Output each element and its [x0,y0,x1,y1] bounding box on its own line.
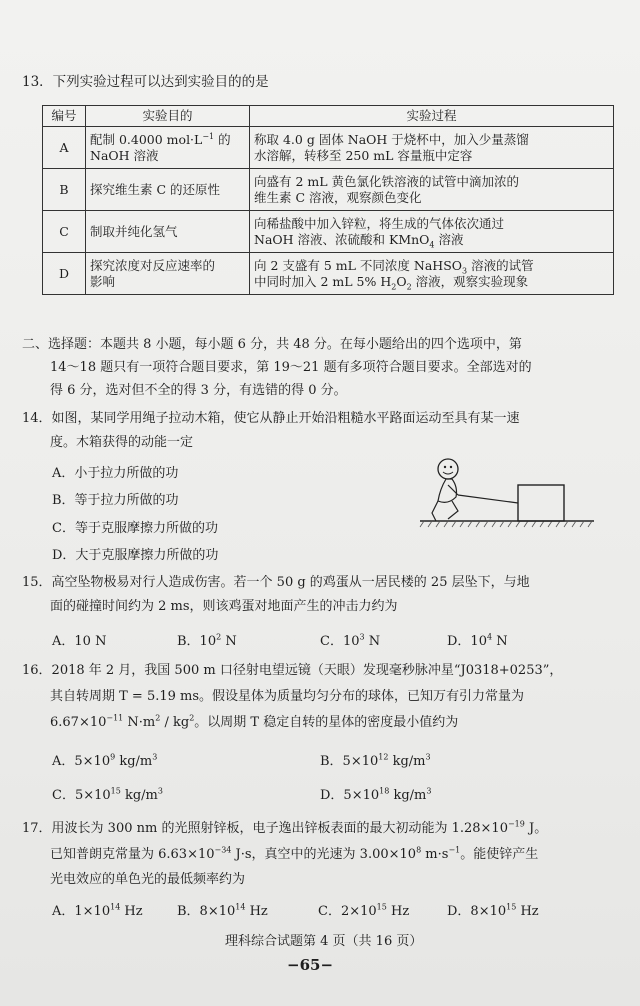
row-process: 向 2 支盛有 5 mL 不同浓度 NaHSO$_3$ 溶液的试管 中同时加入 2 mL 5% $H_2O_2$ 溶液，观察实验现象 [250,253,614,295]
row-goal: 探究浓度对反应速率的 影响 [86,253,250,295]
q15-option-d: D．$10^4$ N [447,632,508,649]
q16-option-a: A．$5\times 10^9$ $kg/m^3$ [52,752,158,769]
q17-stem-line1: 17．用波长为 300 nm 的光照射锌板，电子逸出锌板表面的最大初动能为 $1.28\times 10^{-19}$ J。 [22,819,548,836]
q14-option-b: B．等于拉力所做的功 [52,493,179,508]
q16-option-b: B．$5\times 10^{12}$ $kg/m^3$ [320,752,431,769]
q14-stem-line1: 14．如图，某同学用绳子拉动木箱，使它从静止开始沿粗糙水平路面运动至具有某一速 [22,411,520,426]
q15-stem-line1: 15．高空坠物极易对行人造成伤害。若一个 50 g 的鸡蛋从一居民楼的 25 层坠下，与地 [22,575,530,590]
row-id: B [43,169,86,211]
q16-stem-line2: 其自转周期 T = 5.19 ms。假设星体为质量均匀分布的球体，已知万有引力常量为 [50,689,525,704]
row-process: 称取 4.0 g 固体 NaOH 于烧杯中，加入少量蒸馏 水溶解，转移至 250 mL 容量瓶中定容 [250,127,614,169]
q14-stem-line2: 度。木箱获得的动能一定 [50,435,194,450]
page-footer-caption: 理科综合试题第 4 页（共 16 页） [225,934,423,949]
table-row [43,211,614,253]
section2-line1: 二、选择题：本题共 8 小题，每小题 6 分，共 48 分。在每小题给出的四个选项中，第 [22,337,522,352]
q16-stem-line1: 16．2018 年 2 月，我国 500 m 口径射电望远镜（天眼）发现毫秒脉冲星“J0318+0253”， [22,663,563,678]
pulling-box-figure [418,455,598,537]
table-row [43,169,614,211]
q13-title: 13．下列实验过程可以达到实验目的的是 [22,74,269,90]
q15-stem-line2: 面的碰撞时间约为 2 ms，则该鸡蛋对地面产生的冲击力约为 [50,599,398,614]
q14-option-c: C．等于克服摩擦力所做的功 [52,521,218,536]
q16-stem-line3: $6.67\times 10^{-11}$ $N\cdot m^2 / kg^2$。以周期 T 稳定自转的星体的密度最小值约为 [50,713,459,730]
q16-option-d: D．$5\times 10^{18}$ $kg/m^3$ [320,786,432,803]
row-goal: 探究维生素 C 的还原性 [86,169,250,211]
q17-option-c: C．$2\times 10^{15}$ Hz [318,902,410,919]
q17-stem-line2: 已知普朗克常量为 $6.63\times 10^{-34}$ J·s，真空中的光速为 $3.00\times 10^8$ $m\cdot s^{-1}$。能使锌产生 [50,845,539,862]
q14-option-d: D．大于克服摩擦力所做的功 [52,548,219,563]
row-process: 向稀盐酸中加入锌粒，将生成的气体依次通过 NaOH 溶液、浓硫酸和 KMnO$_4$ 溶液 [250,211,614,253]
section2-line2: 14～18 题只有一项符合题目要求，第 19～21 题有多项符合题目要求。全部选对的 [50,360,532,375]
table-row [43,253,614,295]
q13-experiment-table [42,105,614,295]
table-row [43,127,614,169]
q17-option-d: D．$8\times 10^{15}$ Hz [447,902,539,919]
q16-option-c: C．$5\times 10^{15}$ $kg/m^3$ [52,786,163,803]
header-id: 编号 [43,106,86,127]
row-goal: 配制 0.4000 $mol\cdot L^{-1}$ 的 NaOH 溶液 [86,127,250,169]
header-process: 实验过程 [250,106,614,127]
row-id: C [43,211,86,253]
section2-line3: 得 6 分，选对但不全的得 3 分，有选错的得 0 分。 [50,383,347,398]
q17-option-b: B．$8\times 10^{14}$ Hz [177,902,268,919]
q15-option-b: B．$10^2$ N [177,632,237,649]
row-id: D [43,253,86,295]
row-goal: 制取并纯化氢气 [86,211,250,253]
q15-option-a: A．10 N [52,634,107,649]
q15-option-c: C．$10^3$ N [320,632,381,649]
row-id: A [43,127,86,169]
q14-option-a: A．小于拉力所做的功 [52,466,179,481]
row-process: 向盛有 2 mL 黄色氯化铁溶液的试管中滴加浓的 维生素 C 溶液，观察颜色变化 [250,169,614,211]
table-header-row [43,106,614,127]
header-goal: 实验目的 [86,106,250,127]
q17-stem-line3: 光电效应的单色光的最低频率约为 [50,872,246,887]
page-number: −65− [287,956,334,974]
q17-option-a: A．$1\times 10^{14}$ Hz [52,902,143,919]
